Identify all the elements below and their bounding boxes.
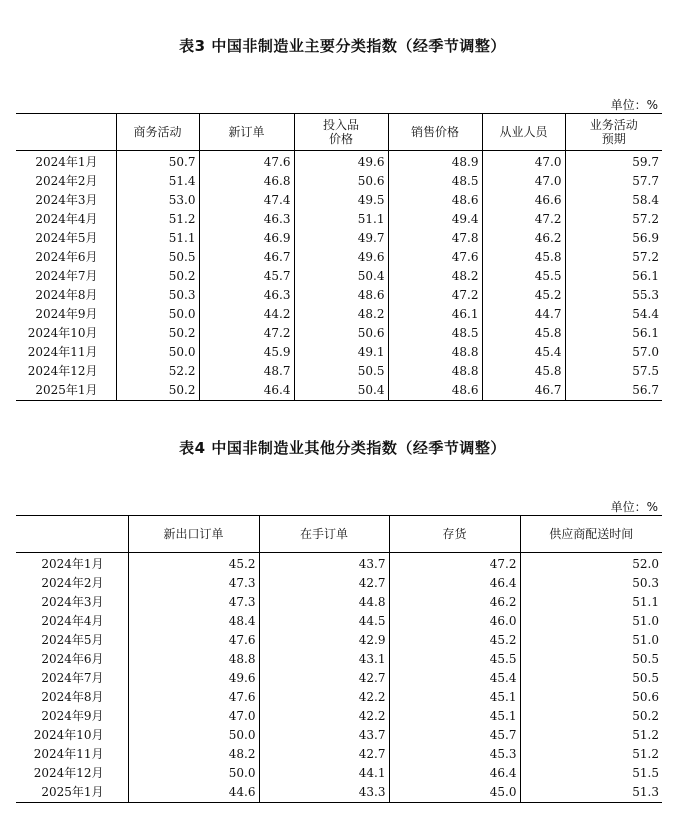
row-month-label: 2024年9月 [35,307,98,321]
table-cell: 51.2 [116,210,199,229]
table-cell: 52.0 [520,553,662,575]
table3-title: 表3 中国非制造业主要分类指数（经季节调整） [179,37,506,55]
table-cell: 49.1 [294,343,388,362]
table-row [16,191,662,210]
table-cell: 50.6 [294,172,388,191]
table-cell: 46.4 [389,764,520,783]
table-cell: 50.2 [116,324,199,343]
row-month-label: 2024年2月 [41,576,104,590]
table4-unit-label: 单位：% [610,500,658,514]
row-month-label: 2024年9月 [41,709,104,723]
row-month-label: 2025年1月 [41,785,104,799]
table-cell: 48.6 [294,286,388,305]
table-cell: 45.8 [482,324,565,343]
table3-header-col: 投入品 价格 [294,114,388,151]
table-cell: 49.6 [294,248,388,267]
table-cell: 59.7 [565,151,662,173]
table4-header-col: 在手订单 [259,516,389,553]
table4-header-month [16,516,128,553]
table-cell: 48.4 [128,612,259,631]
table-cell: 46.2 [389,593,520,612]
table-cell: 49.7 [294,229,388,248]
table-cell: 51.5 [520,764,662,783]
table-cell: 48.2 [388,267,482,286]
table-cell: 46.7 [482,381,565,401]
row-month-label: 2024年8月 [41,690,104,704]
table-cell: 50.3 [116,286,199,305]
row-month-label: 2024年1月 [41,557,104,571]
table3-header-col: 新订单 [199,114,294,151]
table-cell: 49.4 [388,210,482,229]
table-cell: 45.8 [482,362,565,381]
table-cell: 50.7 [116,151,199,173]
table-cell: 45.2 [389,631,520,650]
table-row [16,343,662,362]
table-cell: 44.6 [128,783,259,803]
table-cell: 47.2 [389,553,520,575]
table-row [16,688,662,707]
table-cell: 46.2 [482,229,565,248]
table-cell: 45.7 [199,267,294,286]
row-month-label: 2024年7月 [41,671,104,685]
table-cell: 52.2 [116,362,199,381]
table-cell: 48.6 [388,191,482,210]
table-cell: 42.7 [259,669,389,688]
table-row [16,612,662,631]
table-cell: 45.5 [482,267,565,286]
table-cell: 50.0 [116,305,199,324]
table-cell: 47.2 [482,210,565,229]
table-cell: 44.2 [199,305,294,324]
table-cell: 57.7 [565,172,662,191]
table-cell: 47.4 [199,191,294,210]
table-cell: 45.2 [482,286,565,305]
table-cell: 51.1 [116,229,199,248]
table-cell: 50.6 [520,688,662,707]
table-cell: 42.9 [259,631,389,650]
table-cell: 45.1 [389,707,520,726]
row-month-label: 2024年7月 [35,269,98,283]
table-row [16,381,662,401]
table-cell: 47.0 [482,151,565,173]
table-row [16,650,662,669]
table-cell: 50.5 [520,669,662,688]
table-cell: 46.4 [389,574,520,593]
table-cell: 56.9 [565,229,662,248]
table-cell: 54.4 [565,305,662,324]
row-month-label: 2024年1月 [35,155,98,169]
table-cell: 57.2 [565,248,662,267]
row-month-label: 2024年10月 [27,326,98,340]
row-month-label: 2024年3月 [41,595,104,609]
table-row [16,574,662,593]
table-cell: 48.2 [294,305,388,324]
table-cell: 45.8 [482,248,565,267]
row-month-label: 2024年4月 [35,212,98,226]
table4-body [16,553,662,803]
table-cell: 56.1 [565,267,662,286]
row-month-label: 2024年5月 [41,633,104,647]
table-cell: 48.2 [128,745,259,764]
table-cell: 48.5 [388,172,482,191]
table-cell: 42.2 [259,707,389,726]
table-cell: 48.6 [388,381,482,401]
table-cell: 50.0 [128,726,259,745]
table-cell: 50.2 [116,267,199,286]
table-row [16,229,662,248]
table-cell: 51.4 [116,172,199,191]
table-cell: 44.1 [259,764,389,783]
row-month-label: 2024年11月 [27,345,98,359]
table-cell: 42.2 [259,688,389,707]
table-cell: 42.7 [259,745,389,764]
table4-title: 表4 中国非制造业其他分类指数（经季节调整） [179,439,506,457]
table-cell: 47.6 [388,248,482,267]
table-cell: 55.3 [565,286,662,305]
table-cell: 50.0 [116,343,199,362]
table-cell: 46.6 [482,191,565,210]
table-cell: 49.5 [294,191,388,210]
row-month-label: 2024年12月 [27,364,98,378]
table-row [16,362,662,381]
table-cell: 51.3 [520,783,662,803]
table-row [16,172,662,191]
table3-header-col: 从业人员 [482,114,565,151]
table-row [16,248,662,267]
row-month-label: 2024年8月 [35,288,98,302]
row-month-label: 2024年6月 [41,652,104,666]
table-cell: 56.7 [565,381,662,401]
row-month-label: 2024年12月 [33,766,104,780]
table-cell: 51.0 [520,631,662,650]
row-month-label: 2025年1月 [35,383,98,397]
table-cell: 47.6 [128,688,259,707]
row-month-label: 2024年11月 [33,747,104,761]
table3-header-col: 业务活动 预期 [565,114,662,151]
table-cell: 45.7 [389,726,520,745]
table-cell: 48.8 [388,362,482,381]
table-cell: 50.6 [294,324,388,343]
table-cell: 47.0 [128,707,259,726]
table-cell: 57.0 [565,343,662,362]
table-cell: 49.6 [294,151,388,173]
table-row [16,783,662,803]
row-month-label: 2024年10月 [33,728,104,742]
table-cell: 50.0 [128,764,259,783]
table-cell: 51.0 [520,612,662,631]
table-row [16,210,662,229]
table-cell: 48.5 [388,324,482,343]
table-row [16,745,662,764]
table4 [16,515,662,803]
table-cell: 48.9 [388,151,482,173]
table-cell: 50.2 [520,707,662,726]
table-cell: 45.2 [128,553,259,575]
table3-header-month [16,114,116,151]
table4-header-col: 新出口订单 [128,516,259,553]
table4-header-row [16,516,662,553]
table-cell: 45.5 [389,650,520,669]
table-cell: 57.2 [565,210,662,229]
table-row [16,707,662,726]
table-cell: 46.1 [388,305,482,324]
table-row [16,764,662,783]
table-row [16,151,662,173]
table-cell: 44.5 [259,612,389,631]
row-month-label: 2024年6月 [35,250,98,264]
table-cell: 45.9 [199,343,294,362]
table-row [16,631,662,650]
table-cell: 56.1 [565,324,662,343]
table4-header-col: 供应商配送时间 [520,516,662,553]
table-cell: 51.2 [520,726,662,745]
table-cell: 50.2 [116,381,199,401]
table-row [16,324,662,343]
table-cell: 50.4 [294,381,388,401]
row-month-label: 2024年5月 [35,231,98,245]
table-cell: 46.0 [389,612,520,631]
table3 [16,113,662,401]
table-cell: 43.7 [259,726,389,745]
table-cell: 48.8 [388,343,482,362]
table-cell: 50.4 [294,267,388,286]
table-cell: 43.3 [259,783,389,803]
table-cell: 57.5 [565,362,662,381]
table3-header-col: 销售价格 [388,114,482,151]
table-cell: 47.2 [199,324,294,343]
table-cell: 44.7 [482,305,565,324]
table3-unit-label: 单位：% [610,98,658,112]
table-row [16,669,662,688]
table-cell: 47.3 [128,593,259,612]
table-cell: 47.3 [128,574,259,593]
table-row [16,726,662,745]
table-cell: 45.3 [389,745,520,764]
table-cell: 48.7 [199,362,294,381]
row-month-label: 2024年2月 [35,174,98,188]
table-cell: 47.8 [388,229,482,248]
table-cell: 48.8 [128,650,259,669]
table-cell: 45.1 [389,688,520,707]
table-cell: 47.2 [388,286,482,305]
table-cell: 50.5 [294,362,388,381]
table-cell: 46.3 [199,286,294,305]
table-row [16,593,662,612]
table-cell: 44.8 [259,593,389,612]
table-cell: 46.3 [199,210,294,229]
table-cell: 43.7 [259,553,389,575]
table4-header-col: 存货 [389,516,520,553]
table-cell: 47.0 [482,172,565,191]
table-cell: 46.9 [199,229,294,248]
table-row [16,286,662,305]
table-cell: 45.4 [389,669,520,688]
table-cell: 47.6 [199,151,294,173]
table-cell: 49.6 [128,669,259,688]
table-row [16,553,662,575]
table3-header-row [16,114,662,151]
table-cell: 58.4 [565,191,662,210]
table-cell: 51.1 [294,210,388,229]
table-cell: 45.4 [482,343,565,362]
table-cell: 51.1 [520,593,662,612]
table-cell: 45.0 [389,783,520,803]
table-cell: 50.5 [520,650,662,669]
table-cell: 46.7 [199,248,294,267]
table-cell: 47.6 [128,631,259,650]
table-cell: 50.5 [116,248,199,267]
row-month-label: 2024年4月 [41,614,104,628]
table-cell: 50.3 [520,574,662,593]
table-row [16,267,662,286]
table-cell: 42.7 [259,574,389,593]
row-month-label: 2024年3月 [35,193,98,207]
table-cell: 46.4 [199,381,294,401]
table-cell: 46.8 [199,172,294,191]
table-cell: 51.2 [520,745,662,764]
table-row [16,305,662,324]
table3-body [16,151,662,401]
table-cell: 43.1 [259,650,389,669]
table3-header-col: 商务活动 [116,114,199,151]
table-cell: 53.0 [116,191,199,210]
